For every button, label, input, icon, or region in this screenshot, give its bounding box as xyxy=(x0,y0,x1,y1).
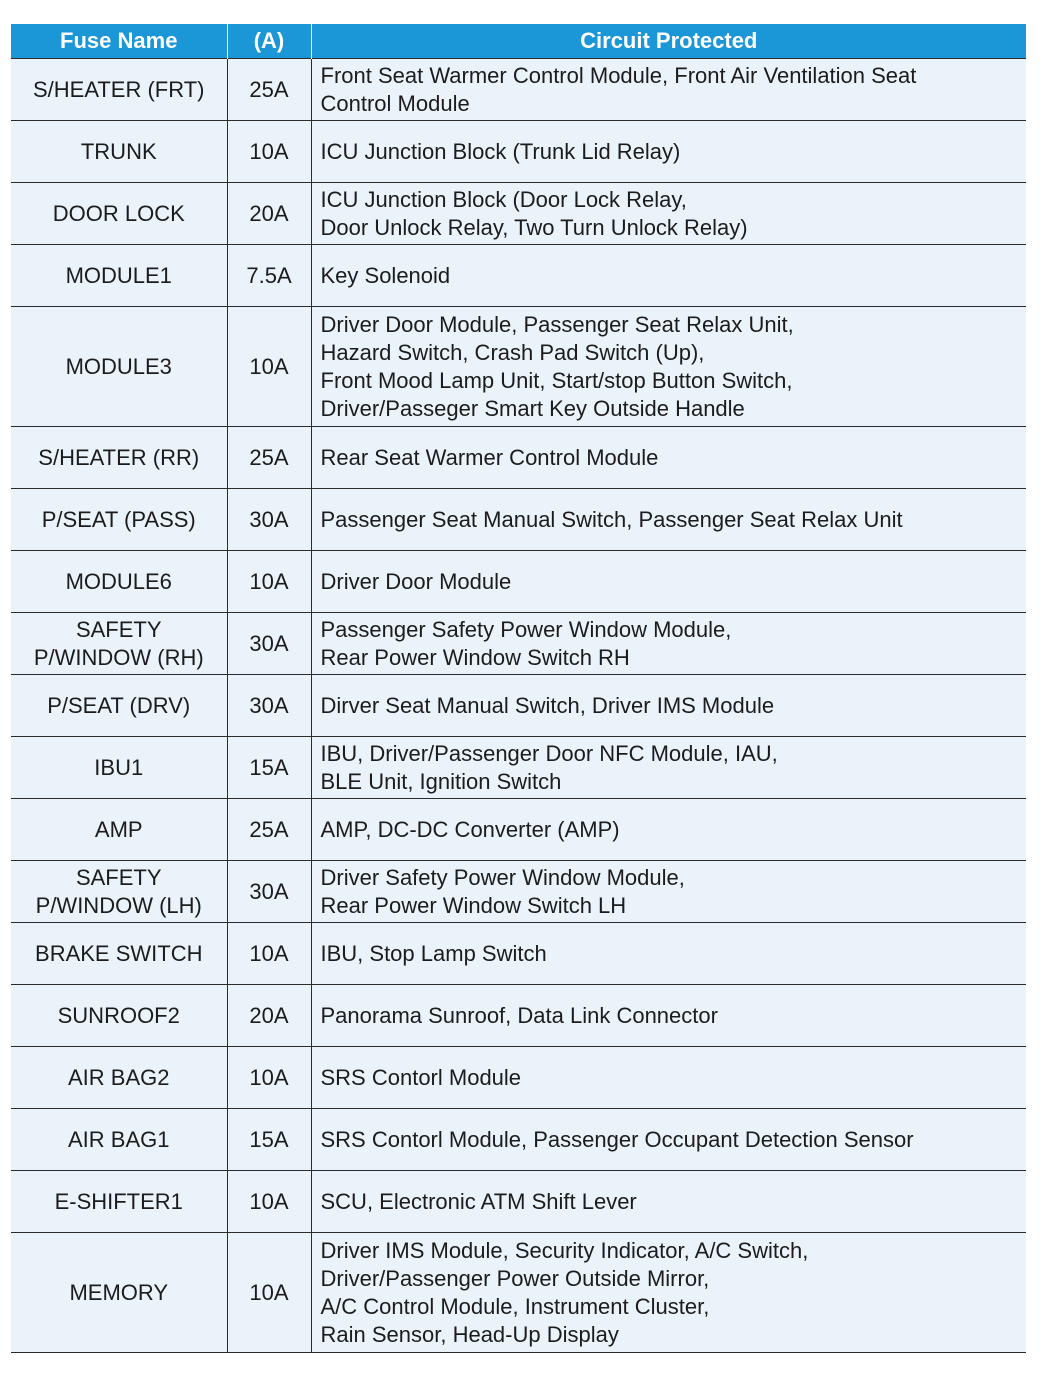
circuit-line: Front Mood Lamp Unit, Start/stop Button Switch, xyxy=(320,367,793,393)
circuit-protected-cell xyxy=(311,737,1026,799)
table-row xyxy=(11,489,1026,551)
fuse-amperage-cell: 30A xyxy=(227,489,311,551)
fuse-amperage-cell: 25A xyxy=(227,799,311,861)
fuse-amperage-cell: 15A xyxy=(227,737,311,799)
fuse-name-cell xyxy=(11,675,227,737)
fuse-name-cell xyxy=(11,59,227,121)
circuit-line: Dirver Seat Manual Switch, Driver IMS Module xyxy=(320,692,775,718)
circuit-line: A/C Control Module, Instrument Cluster, xyxy=(320,1293,710,1319)
table-row xyxy=(11,1171,1026,1233)
fuse-name-line: P/SEAT (DRV) xyxy=(47,692,191,718)
fuse-name-line: E-SHIFTER1 xyxy=(54,1188,183,1214)
fuse-name-line: P/SEAT (PASS) xyxy=(41,506,196,532)
fuse-name-cell xyxy=(11,1171,227,1233)
fuse-name-cell xyxy=(11,1233,227,1353)
circuit-line: Front Seat Warmer Control Module, Front Air Ventilation Seat xyxy=(320,62,917,88)
circuit-line: Rear Seat Warmer Control Module xyxy=(320,444,659,470)
table-row xyxy=(11,551,1026,613)
fuse-name-cell xyxy=(11,923,227,985)
circuit-protected-cell xyxy=(311,551,1026,613)
circuit-protected-cell xyxy=(311,121,1026,183)
circuit-line: Rain Sensor, Head-Up Display xyxy=(320,1321,619,1347)
table-row xyxy=(11,183,1026,245)
fuse-amperage-cell: 20A xyxy=(227,985,311,1047)
fuse-amperage-cell: 30A xyxy=(227,613,311,675)
fuse-name-cell xyxy=(11,613,227,675)
fuse-name-line: S/HEATER (RR) xyxy=(38,444,200,470)
fuse-amperage-cell: 10A xyxy=(227,923,311,985)
circuit-line: ICU Junction Block (Trunk Lid Relay) xyxy=(320,138,681,164)
circuit-line: SRS Contorl Module xyxy=(320,1064,522,1090)
fuse-name-line: TRUNK xyxy=(80,138,157,164)
fuse-name-cell xyxy=(11,489,227,551)
circuit-line: Panorama Sunroof, Data Link Connector xyxy=(320,1002,718,1028)
circuit-protected-cell xyxy=(311,861,1026,923)
circuit-line: SCU, Electronic ATM Shift Lever xyxy=(320,1188,637,1214)
table-row xyxy=(11,1109,1026,1171)
fuse-name-cell xyxy=(11,799,227,861)
fuse-name-line: MODULE3 xyxy=(65,353,172,379)
circuit-line: Driver Safety Power Window Module, xyxy=(320,864,685,890)
circuit-protected-cell xyxy=(311,1171,1026,1233)
fuse-name-line: SUNROOF2 xyxy=(57,1002,180,1028)
circuit-protected-cell xyxy=(311,245,1026,307)
circuit-protected-cell xyxy=(311,1233,1026,1353)
circuit-protected-cell xyxy=(311,613,1026,675)
table-row xyxy=(11,613,1026,675)
fuse-name-line: AIR BAG1 xyxy=(68,1126,170,1152)
circuit-line: SRS Contorl Module, Passenger Occupant Detection Sensor xyxy=(320,1126,914,1152)
fuse-name-line: AMP xyxy=(94,816,143,842)
fuse-table xyxy=(11,24,1026,1353)
fuse-amperage-cell: 30A xyxy=(227,861,311,923)
table-header xyxy=(11,24,1026,59)
circuit-protected-cell xyxy=(311,799,1026,861)
table-row xyxy=(11,1047,1026,1109)
circuit-protected-cell xyxy=(311,489,1026,551)
circuit-protected-cell xyxy=(311,183,1026,245)
table-row xyxy=(11,121,1026,183)
fuse-name-cell xyxy=(11,985,227,1047)
fuse-name-cell xyxy=(11,245,227,307)
fuse-name-line: DOOR LOCK xyxy=(52,200,185,226)
circuit-line: ICU Junction Block (Door Lock Relay, xyxy=(320,186,687,212)
fuse-name-line: P/WINDOW (LH) xyxy=(35,892,202,918)
table-row xyxy=(11,307,1026,427)
fuse-amperage-cell: 30A xyxy=(227,675,311,737)
fuse-name-line: BRAKE SWITCH xyxy=(35,940,203,966)
fuse-name-line: P/WINDOW (RH) xyxy=(33,644,204,670)
circuit-protected-cell xyxy=(311,427,1026,489)
fuse-name-cell xyxy=(11,183,227,245)
fuse-name-cell xyxy=(11,737,227,799)
circuit-line: Door Unlock Relay, Two Turn Unlock Relay) xyxy=(320,214,748,240)
fuse-name-cell xyxy=(11,427,227,489)
fuse-amperage-cell: 25A xyxy=(227,427,311,489)
circuit-line: Driver Door Module, Passenger Seat Relax Unit, xyxy=(320,311,794,337)
circuit-protected-cell xyxy=(311,923,1026,985)
table-row xyxy=(11,799,1026,861)
fuse-amperage-cell: 10A xyxy=(227,1047,311,1109)
table-row xyxy=(11,427,1026,489)
circuit-protected-cell xyxy=(311,59,1026,121)
fuse-amperage-cell: 25A xyxy=(227,59,311,121)
fuse-amperage-cell: 20A xyxy=(227,183,311,245)
circuit-line: Passenger Safety Power Window Module, xyxy=(320,616,732,642)
circuit-line: BLE Unit, Ignition Switch xyxy=(320,768,562,794)
circuit-line: Rear Power Window Switch RH xyxy=(320,644,630,670)
header-circuit-protected: Circuit Protected xyxy=(311,24,1026,59)
table-body xyxy=(11,59,1026,1353)
circuit-line: Driver IMS Module, Security Indicator, A/C Switch, xyxy=(320,1237,809,1263)
circuit-line: Driver/Passenger Power Outside Mirror, xyxy=(320,1265,710,1291)
table-row xyxy=(11,1233,1026,1353)
table-row xyxy=(11,861,1026,923)
fuse-name-cell xyxy=(11,307,227,427)
fuse-amperage-cell: 7.5A xyxy=(227,245,311,307)
fuse-name-line: AIR BAG2 xyxy=(68,1064,170,1090)
table-row xyxy=(11,675,1026,737)
fuse-amperage-cell: 15A xyxy=(227,1109,311,1171)
fuse-amperage-cell: 10A xyxy=(227,121,311,183)
circuit-line: IBU, Stop Lamp Switch xyxy=(320,940,547,966)
fuse-name-line: MODULE1 xyxy=(65,262,172,288)
header-fuse-name: Fuse Name xyxy=(11,24,227,59)
fuse-amperage-cell: 10A xyxy=(227,1171,311,1233)
circuit-protected-cell xyxy=(311,675,1026,737)
circuit-protected-cell xyxy=(311,1109,1026,1171)
table-row xyxy=(11,923,1026,985)
fuse-name-cell xyxy=(11,1047,227,1109)
fuse-name-cell xyxy=(11,121,227,183)
circuit-line: Driver/Passeger Smart Key Outside Handle xyxy=(320,395,745,421)
circuit-line: Control Module xyxy=(320,90,470,116)
table-row xyxy=(11,245,1026,307)
header-row xyxy=(11,24,1026,59)
fuse-name-line: S/HEATER (FRT) xyxy=(32,76,205,102)
fuse-name-line: MODULE6 xyxy=(65,568,172,594)
fuse-amperage-cell: 10A xyxy=(227,551,311,613)
table-row xyxy=(11,59,1026,121)
circuit-line: IBU, Driver/Passenger Door NFC Module, IAU, xyxy=(320,740,778,766)
table-row xyxy=(11,737,1026,799)
fuse-name-line: SAFETY xyxy=(75,864,162,890)
circuit-line: Driver Door Module xyxy=(320,568,512,594)
fuse-amperage-cell: 10A xyxy=(227,307,311,427)
circuit-line: Hazard Switch, Crash Pad Switch (Up), xyxy=(320,339,705,365)
fuse-name-cell xyxy=(11,1109,227,1171)
circuit-protected-cell xyxy=(311,307,1026,427)
circuit-line: AMP, DC-DC Converter (AMP) xyxy=(320,816,620,842)
circuit-line: Key Solenoid xyxy=(320,262,451,288)
table-row xyxy=(11,985,1026,1047)
fuse-name-line: MEMORY xyxy=(69,1279,169,1305)
circuit-line: Rear Power Window Switch LH xyxy=(320,892,627,918)
fuse-name-line: SAFETY xyxy=(75,616,162,642)
circuit-protected-cell xyxy=(311,985,1026,1047)
fuse-amperage-cell: 10A xyxy=(227,1233,311,1353)
fuse-name-cell xyxy=(11,861,227,923)
header-amperage: (A) xyxy=(227,24,311,59)
circuit-line: Passenger Seat Manual Switch, Passenger Seat Relax Unit xyxy=(320,506,903,532)
circuit-protected-cell xyxy=(311,1047,1026,1109)
fuse-name-cell xyxy=(11,551,227,613)
fuse-name-line: IBU1 xyxy=(94,754,144,780)
